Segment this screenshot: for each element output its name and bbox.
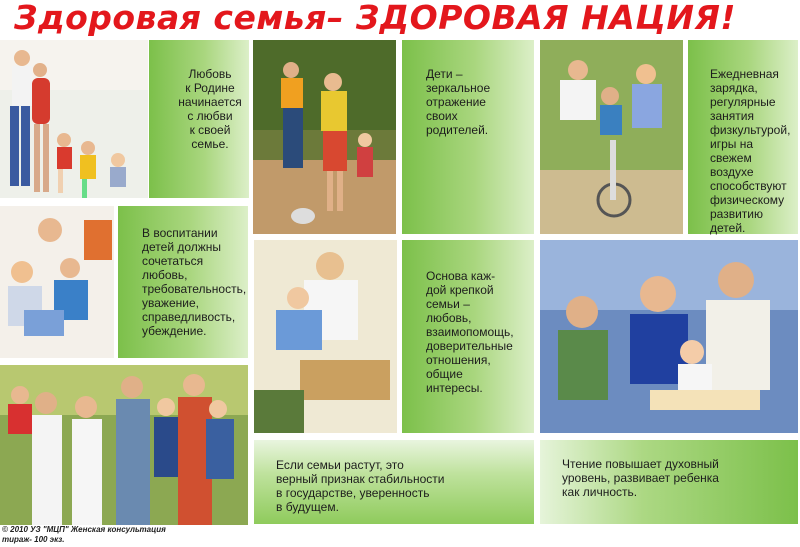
photo-family-standing — [0, 40, 148, 198]
photo-family-hugging — [0, 206, 114, 358]
photo-family-walking — [253, 40, 396, 234]
panel-text: Чтение повышает духовный уровень, развивает ребенка как личность. — [562, 457, 719, 499]
panel-love-homeland — [149, 40, 249, 198]
panel-text: Ежедневная зарядка, регулярные занятия физкультурой, игры на свежем воздухе способствуют физическому развитию детей. — [710, 67, 791, 235]
photo-large-family — [0, 365, 248, 525]
panel-text: Основа каж- дой крепкой семьи – любовь, взаимопомощь, доверительные отношения, общие интересы. — [426, 269, 514, 395]
panel-text: Дети – зеркальное отражение своих родителей. — [426, 67, 491, 137]
panel-text: Если семьи растут, это верный признак стабильности в государстве, уверенность в будущем. — [276, 458, 445, 514]
panel-daily-exercise — [688, 40, 798, 234]
photo-family-bicycle — [540, 40, 683, 234]
panel-family-foundation — [402, 240, 534, 433]
panel-upbringing — [118, 206, 248, 358]
photo-mother-baking — [254, 240, 397, 433]
poster-title: Здоровая семья– ЗДОРОВАЯ НАЦИЯ! — [14, 0, 736, 37]
panel-text: В воспитании детей должны сочетаться любовь, требовательность, уважение, справедливость, убеждение. — [142, 226, 247, 338]
panel-reading — [540, 440, 798, 524]
photo-family-reading — [540, 240, 798, 433]
panel-children-mirror — [402, 40, 534, 234]
panel-growing-families — [254, 440, 534, 524]
panel-text: Любовь к Родине начинается с любви к своей семье. — [178, 67, 242, 151]
footer-credits: © 2010 УЗ "МЦП" Женская консультация тираж- 100 экз. — [2, 525, 166, 544]
